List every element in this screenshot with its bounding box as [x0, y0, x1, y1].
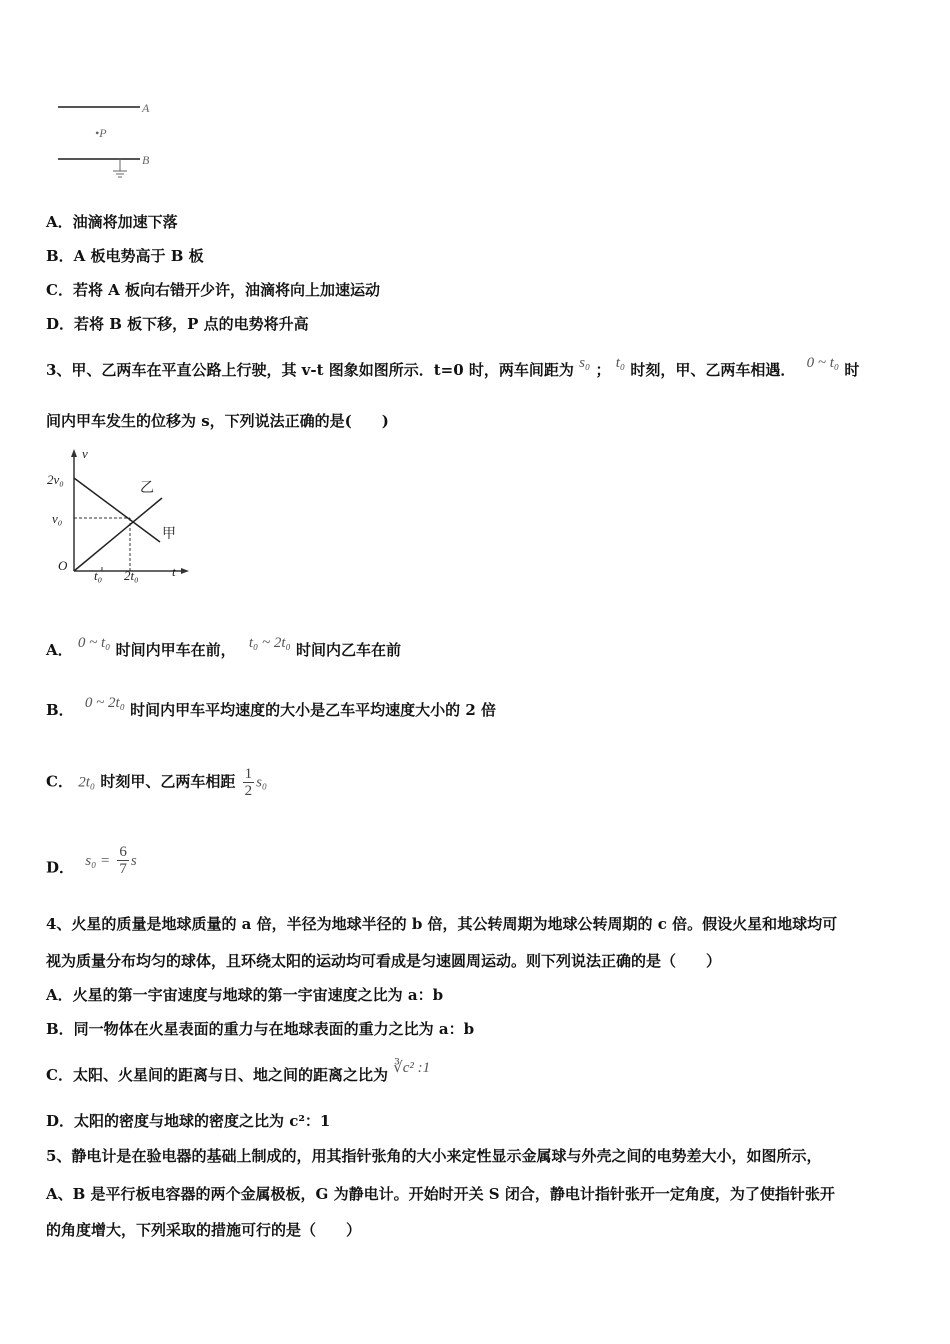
tick-2t0: 2t₀ — [124, 568, 139, 583]
vt-graph — [44, 446, 194, 586]
origin-label: O — [58, 558, 68, 573]
capacitor-figure — [50, 95, 170, 185]
q4-option-d: D．太阳的密度与地球的密度之比为 c²：1 — [46, 1112, 331, 1130]
tick-2v0: 2v₀ — [47, 472, 64, 487]
q5-stem-line3: 的角度增大，下列采取的措施可行的是（ ） — [46, 1221, 362, 1239]
q2-option-c: C．若将 A 板向右错开少许，油滴将向上加速运动 — [46, 281, 381, 299]
plate-a-label: A — [142, 101, 150, 115]
q4-stem-line2: 视为质量分布均匀的球体，且环绕太阳的运动均可看成是匀速圆周运动。则下列说法正确的是（ ） — [46, 952, 722, 970]
q5-stem-line2: A、B 是平行板电容器的两个金属极板，G 为静电计。开始时开关 S 闭合，静电计指针张开一定角度，为了使指针张开 — [46, 1185, 835, 1203]
tick-v0: v₀ — [52, 511, 63, 526]
q3-option-d: D． s₀ = $\frac{6}{7}$ s — [46, 844, 137, 877]
label-jia: 甲 — [162, 527, 176, 542]
t-axis-label: t — [172, 564, 176, 579]
fraction-six-sevenths: $\frac{6}{7}$ — [119, 844, 127, 877]
q3-stem-line2: 间内甲车发生的位移为 s，下列说法正确的是( ) — [46, 412, 389, 430]
v-axis-label: v — [82, 446, 88, 461]
q4-option-a: A．火星的第一宇宙速度与地球的第一宇宙速度之比为 a：b — [46, 986, 444, 1004]
tick-t0: t₀ — [94, 568, 103, 583]
q5-stem-line1: 5、静电计是在验电器的基础上制成的，用其指针张角的大小来定性显示金属球与外壳之间的电势差大小，如图所示， — [46, 1147, 822, 1165]
label-yi: 乙 — [140, 481, 154, 496]
q4-stem-line1: 4、火星的质量是地球质量的 a 倍，半径为地球半径的 b 倍，其公转周期为地球公转周期的 c 倍。假设火星和地球均可 — [46, 915, 838, 933]
q4-option-c: C．太阳、火星间的距离与日、地之间的距离之比为 ∛c² :1 — [46, 1060, 431, 1084]
fraction-half: $\frac{1}{2}$ — [244, 766, 253, 799]
q2-option-b: B．A 板电势高于 B 板 — [46, 247, 204, 265]
q3-option-c: C． 2t₀ 时刻甲、乙两车相距 $\frac{1}{2}$ s₀ — [46, 766, 268, 799]
point-p-label: •P — [95, 126, 107, 140]
q3-option-a: A． 0 ~ t₀ 时间内甲车在前， t₀ ~ 2t₀ 时间内乙车在前 — [46, 635, 401, 659]
q3-stem-line1: 3、甲、乙两车在平直公路上行驶，其 v-t 图象如图所示．t=0 时，两车间距为 s₀ ； t₀ 时刻，甲、乙两车相遇． 0 ~ t₀ 时 — [46, 355, 860, 379]
plate-b-label: B — [142, 153, 150, 167]
q2-option-d: D．若将 B 板下移，P 点的电势将升高 — [46, 315, 309, 333]
q4-option-b: B．同一物体在火星表面的重力与在地球表面的重力之比为 a：b — [46, 1020, 475, 1038]
q3-option-b: B． 0 ~ 2t₀ 时间内甲车平均速度的大小是乙车平均速度大小的 2 倍 — [46, 695, 497, 719]
q2-option-a: A．油滴将加速下落 — [46, 213, 178, 231]
